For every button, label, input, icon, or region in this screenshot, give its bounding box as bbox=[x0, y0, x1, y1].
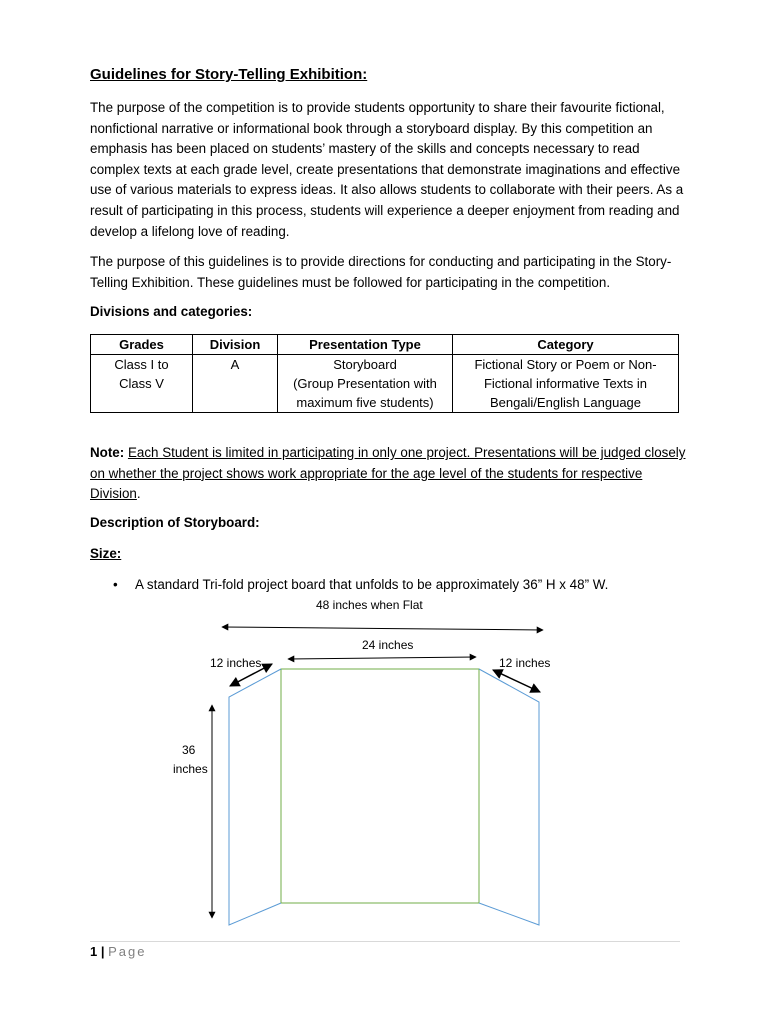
cell-line: Class V bbox=[119, 376, 164, 391]
note-end: . bbox=[136, 486, 141, 502]
header-grades: Grades bbox=[91, 335, 193, 355]
page-number: 1 bbox=[90, 944, 98, 959]
flat-width-arrow bbox=[222, 627, 543, 630]
cell-line: Fictional Story or Poem or Non- bbox=[474, 357, 657, 372]
page-footer bbox=[90, 944, 147, 959]
header-presentation-type: Presentation Type bbox=[278, 335, 453, 355]
intro-paragraph: The purpose of the competition is to provide students opportunity to share their favourite fictional, nonfictional narrative or informational book through a storyboard display. By this competition an emphasis has been placed on students’ mastery of the skills and concepts necessary to read complex texts at each grade level, create presentations that demonstrate imaginations and effective use of various materials to express ideas. It also allows students to collaborate with their peers. As a result of participating in this process, students will experience a deeper enjoyment from reading and develop a lifelong love of reading. bbox=[90, 100, 684, 239]
center-panel bbox=[281, 669, 479, 903]
header-category: Category bbox=[453, 335, 679, 355]
purpose-paragraph: The purpose of this guidelines is to provide directions for conducting and participating in the Story-Telling Exhibition. These guidelines must be followed for participating in the competition. bbox=[90, 254, 672, 290]
cell-line: Storyboard bbox=[333, 357, 397, 372]
header-division: Division bbox=[193, 335, 278, 355]
height-label-unit: inches bbox=[173, 762, 208, 776]
page-word: Page bbox=[108, 944, 147, 959]
left-width-label: 12 inches bbox=[210, 656, 262, 670]
divisions-heading: Divisions and categories: bbox=[90, 304, 253, 319]
cell-line: Class I to bbox=[114, 357, 169, 372]
left-side-panel bbox=[229, 669, 281, 925]
right-width-label: 12 inches bbox=[499, 656, 551, 670]
note-text: Each Student is limited in participating in only one project. Presentations will be judged closely on whether the project shows work appropriate for the age level of the students for respective Division bbox=[90, 445, 686, 502]
center-width-label: 24 inches bbox=[362, 638, 414, 652]
document-title: Guidelines for Story-Telling Exhibition: bbox=[90, 66, 368, 83]
footer-divider bbox=[90, 941, 680, 942]
height-label-number: 36 bbox=[182, 743, 196, 757]
bullet-text: A standard Tri-fold project board that unfolds to be approximately 36” H x 48” W. bbox=[135, 577, 609, 592]
center-width-arrow bbox=[288, 657, 476, 659]
cell-line: (Group Presentation with bbox=[293, 376, 437, 391]
flat-width-label: 48 inches when Flat bbox=[316, 598, 423, 612]
right-side-panel bbox=[479, 669, 539, 925]
page-separator: | bbox=[100, 944, 105, 959]
cell-division: A bbox=[193, 355, 278, 413]
cell-line: Fictional informative Texts in bbox=[483, 376, 648, 391]
note-label: Note: bbox=[90, 445, 125, 460]
description-heading: Description of Storyboard: bbox=[90, 515, 260, 530]
cell-line: Bengali/English Language bbox=[489, 395, 642, 410]
size-heading: Size: bbox=[90, 546, 122, 561]
bullet-marker: • bbox=[113, 577, 118, 592]
cell-line: maximum five students) bbox=[296, 395, 434, 410]
